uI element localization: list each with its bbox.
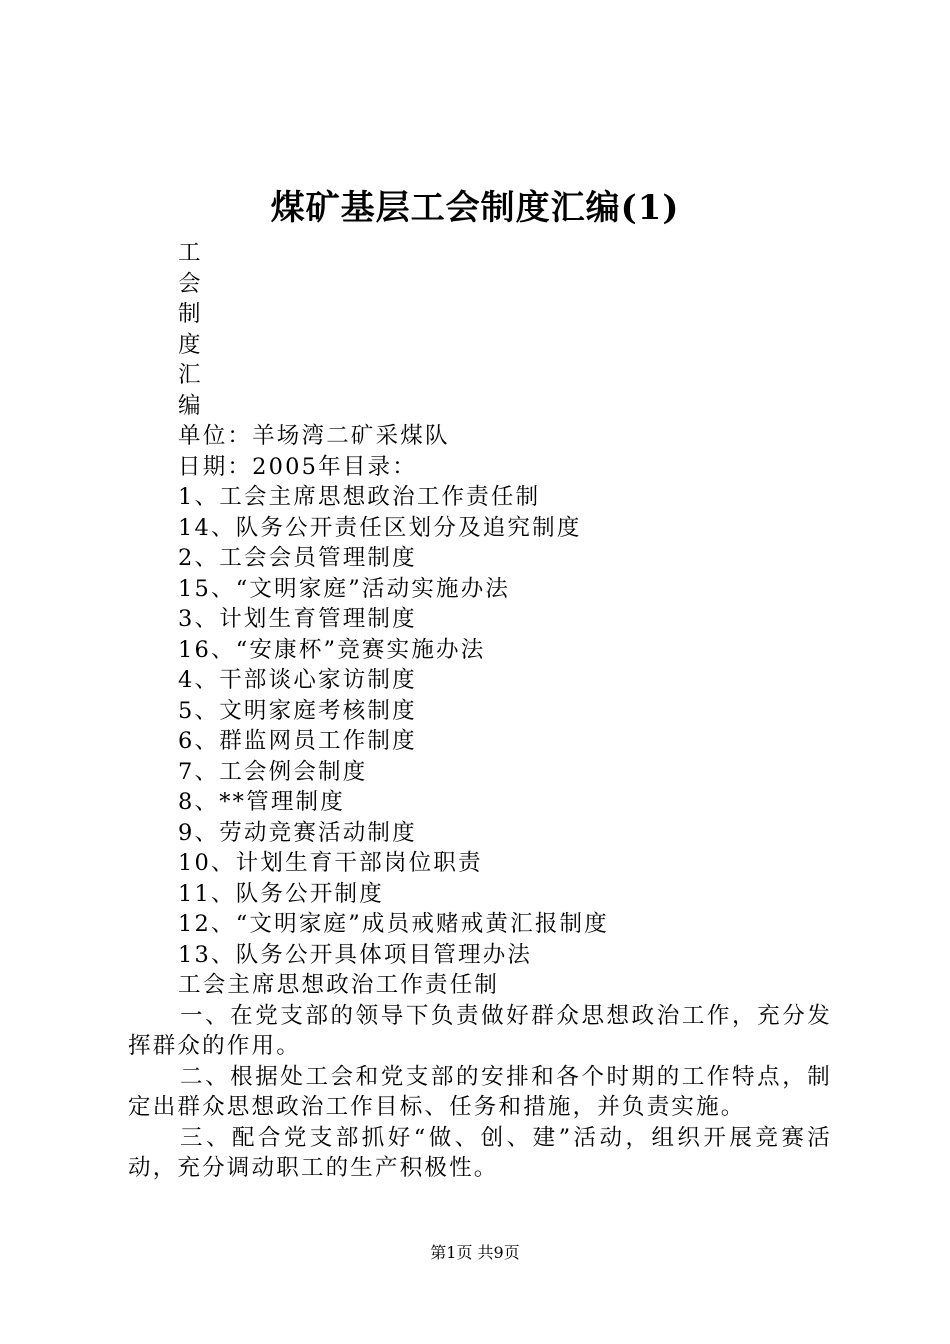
toc-item: 7、工会例会制度: [178, 758, 368, 785]
vertical-title-char: 编: [178, 392, 203, 419]
toc-item: 9、劳动竞赛活动制度: [178, 819, 417, 846]
toc-item: 4、干部谈心家访制度: [178, 667, 417, 693]
document-title: 煤矿基层工会制度汇编(1): [270, 188, 680, 228]
toc-item: 11、队务公开制度: [178, 880, 384, 907]
toc-item: 16、“安康杯”竞赛实施办法: [178, 636, 486, 663]
toc-item: 6、群监网员工作制度: [178, 728, 417, 754]
toc-item: 14、队务公开责任区划分及追究制度: [178, 514, 582, 541]
unit-line: 单位：羊场湾二矿采煤队: [178, 423, 450, 449]
toc-item: 10、计划生育干部岗位职责: [178, 850, 483, 876]
toc-item: 1、工会主席思想政治工作责任制: [178, 484, 541, 510]
toc-item: 15、“文明家庭”活动实施办法: [178, 575, 511, 602]
table-of-contents: [128, 482, 832, 970]
vertical-title-char: 会: [178, 270, 203, 297]
body-paragraph: 二、根据处工会和党支部的安排和各个时期的工作特点，制定出群众思想政治工作目标、任务和措施，并负责实施。: [128, 1063, 832, 1120]
toc-item: 2、工会会员管理制度: [178, 545, 417, 571]
vertical-title-char: 度: [178, 331, 203, 358]
document-body: [128, 238, 832, 1184]
body-paragraph: 三、配合党支部抓好“做、创、建”活动，组织开展竞赛活动，充分调动职工的生产积极性。: [128, 1124, 832, 1181]
body-paragraph: 一、在党支部的领导下负责做好群众思想政治工作，充分发挥群众的作用。: [128, 1002, 832, 1059]
toc-item: 13、队务公开具体项目管理办法: [178, 941, 533, 968]
vertical-title-char: 汇: [178, 362, 203, 388]
toc-item: 8、**管理制度: [178, 789, 345, 815]
toc-item: 12、“文明家庭”成员戒赌戒黄汇报制度: [178, 911, 609, 937]
date-toc-line: 日期：2005年目录：: [178, 453, 417, 480]
toc-item: 5、文明家庭考核制度: [178, 697, 417, 724]
vertical-title-char: 制: [178, 301, 203, 327]
section-heading: 工会主席思想政治工作责任制: [178, 972, 500, 998]
page-footer: 第1页 共9页: [430, 1243, 520, 1262]
vertical-title-char: 工: [178, 240, 203, 266]
toc-item: 3、计划生育管理制度: [178, 606, 417, 632]
